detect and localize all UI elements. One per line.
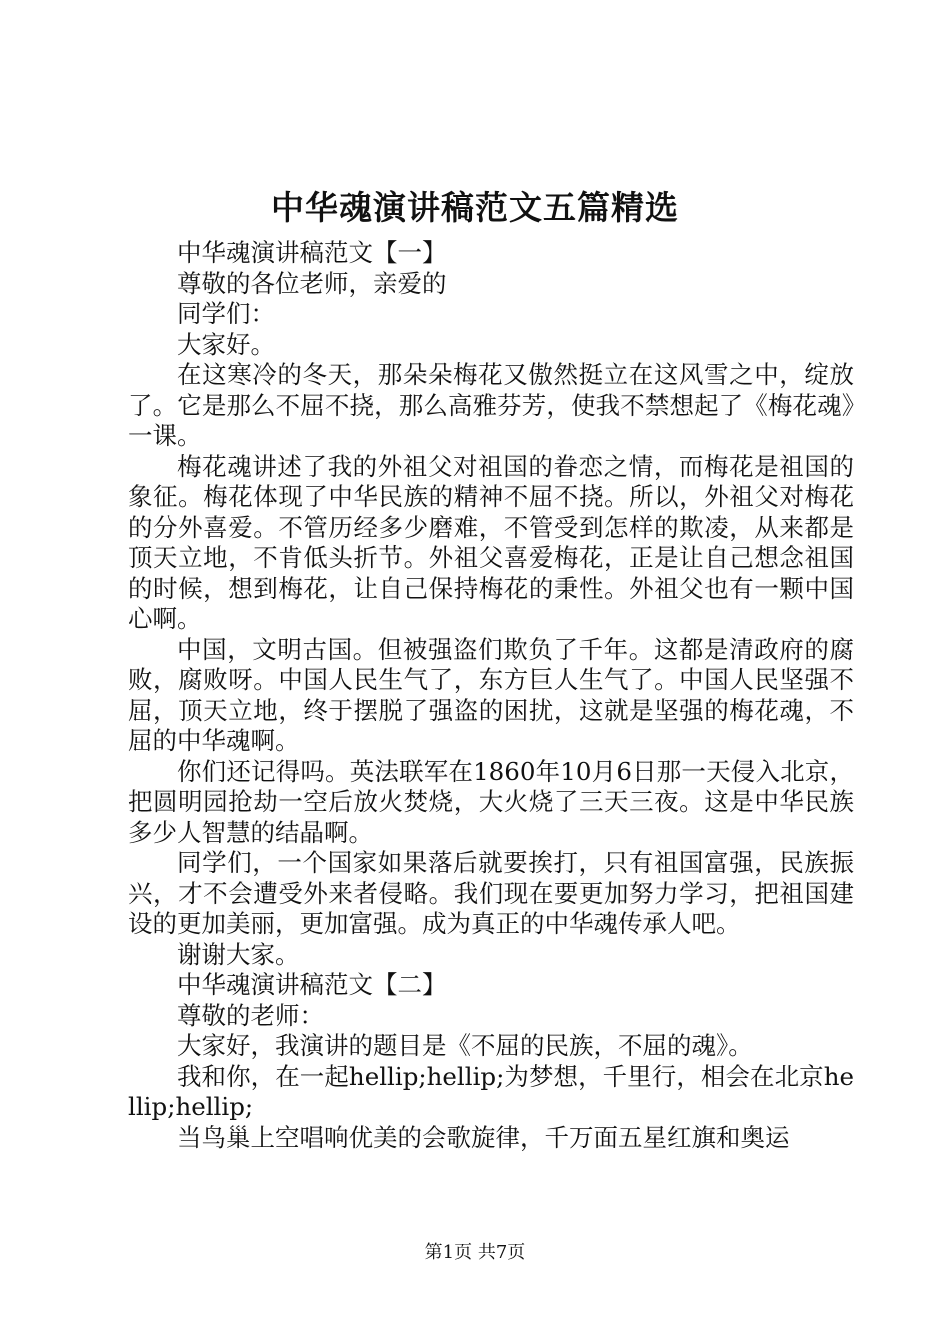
paragraph: 我和你，在一起hellip;hellip;为梦想，千里行，相会在北京hellip;hellip;: [128, 1061, 854, 1121]
paragraph: 同学们：: [177, 299, 275, 328]
paragraph: 同学们，一个国家如果落后就要挨打，只有祖国富强，民族振兴，才不会遭受外来者侵略。我们现在要更加努力学习，把祖国建设的更加美丽，更加富强。成为真正的中华魂传承人吧。: [128, 848, 854, 938]
document-title: 中华魂演讲稿范文五篇精选: [271, 188, 679, 227]
paragraph: 尊敬的老师：: [177, 1000, 324, 1030]
document-body: [128, 238, 854, 1153]
paragraph: 在这寒冷的冬天，那朵朵梅花又傲然挺立在这风雪之中，绽放了。它是那么不屈不挠，那么高雅芬芳，使我不禁想起了《梅花魂》一课。: [128, 360, 854, 450]
paragraph: 中国，文明古国。但被强盗们欺负了千年。这都是清政府的腐败，腐败呀。中国人民生气了，东方巨人生气了。中国人民坚强不屈，顶天立地，终于摆脱了强盗的困扰，这就是坚强的梅花魂，不屈的中华魂啊。: [128, 634, 854, 755]
paragraph: 尊敬的各位老师，亲爱的: [177, 268, 447, 298]
paragraph: 大家好。: [177, 329, 275, 359]
paragraph: 大家好，我演讲的题目是《不屈的民族，不屈的魂》。: [177, 1031, 753, 1060]
paragraph: 中华魂演讲稿范文【一】: [177, 238, 447, 267]
paragraph: 中华魂演讲稿范文【二】: [177, 970, 447, 999]
paragraph: 你们还记得吗。英法联军在1860年10月6日那一天侵入北京，把圆明园抢劫一空后放火焚烧，大火烧了三天三夜。这是中华民族多少人智慧的结晶啊。: [128, 756, 854, 847]
paragraph: 谢谢大家。: [177, 939, 300, 969]
page-footer: 第1页 共7页: [424, 1242, 526, 1263]
paragraph: 当鸟巢上空唱响优美的会歌旋律，千万面五星红旗和奥运: [177, 1122, 790, 1152]
paragraph: 梅花魂讲述了我的外祖父对祖国的眷恋之情，而梅花是祖国的象征。梅花体现了中华民族的精神不屈不挠。所以，外祖父对梅花的分外喜爱。不管历经多少磨难，不管受到怎样的欺凌，从来都是顶天立地，不肯低头折节。外祖父喜爱梅花，正是让自己想念祖国的时候，想到梅花，让自己保持梅花的秉性。外祖父也有一颗中国心啊。: [128, 451, 854, 633]
